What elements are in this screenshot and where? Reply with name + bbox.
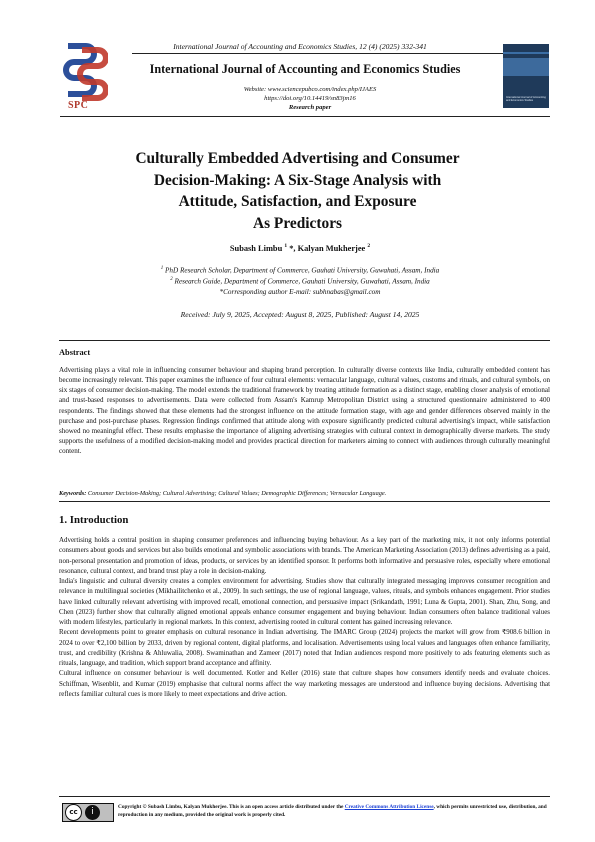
affiliation-1 bbox=[100, 266, 500, 274]
title-rule bbox=[59, 340, 550, 341]
publication-dates: Received: July 9, 2025, Accepted: August 8, 2025, Published: August 14, 2025 bbox=[180, 310, 420, 319]
section-heading-introduction: 1. Introduction bbox=[59, 514, 129, 526]
introduction-body bbox=[59, 535, 550, 699]
copyright-notice bbox=[118, 803, 550, 819]
journal-title: International Journal of Accounting and Economics Studies bbox=[149, 62, 461, 76]
affiliation-mark: 1 bbox=[160, 266, 164, 271]
license-link[interactable]: Creative Commons Attribution License bbox=[344, 804, 434, 810]
intro-paragraph: Advertising holds a central position in shaping consumer preferences and influencing buying behaviour. As a key part of the marketing mix, it not only informs potential consumers about goods and services but also builds emotional and symbolic associations with brands. The American Marketing Association (2013) defines advertising as a paid, non-personal presentation and promotion of ideas, products, or services by an identified sponsor. It performs both informative and persuasive roles, especially where emotional resonance, cultural context, and brand trust play a role in decision-making. bbox=[59, 536, 550, 575]
affiliation-text: Research Guide, Department of Commerce, Gauhati University, Guwahati, Assam, India bbox=[172, 277, 430, 286]
cover-stripe bbox=[503, 52, 549, 54]
attribution-icon: i bbox=[85, 805, 100, 820]
publisher-logo-text: SPC bbox=[68, 100, 89, 111]
paper-title-line: Culturally Embedded Advertising and Consumer bbox=[135, 150, 460, 167]
affiliation-mark: 2 bbox=[170, 277, 173, 282]
author-affiliation-mark: 1 bbox=[284, 243, 288, 249]
keywords-label: Keywords: bbox=[59, 490, 87, 497]
author-name: Subash Limbu bbox=[229, 243, 283, 253]
doi-link[interactable]: https://doi.org/10.14419/sn83jm16 bbox=[264, 95, 356, 102]
header-rule-bottom bbox=[60, 116, 550, 117]
author-list bbox=[150, 243, 450, 253]
affiliation-text: PhD Research Scholar, Department of Commerce, Gauhati University, Guwahati, Assam, India bbox=[163, 266, 440, 275]
abstract-body: Advertising plays a vital role in influencing consumer behaviour and shaping brand perception. In culturally diverse contexts like India, culturally embedded content has become increasingly relevant. This paper examines the influence of four cultural elements: vernacular language, cultural values, customs and rituals, and cultural symbols, on six stages of consumer decision-making. The model extends the traditional framework by treating attitude formation as a distinct stage, enabling closer analysis of emotional and trust-based responses to advertisements. Data were collected from Assam's Kamrup Metropolitan District using a structured questionnaire administered to 400 respondents. The findings showed that these elements had the strongest influence on the attitude formation stage, with age and gender differences observed mainly in the purchase and post-purchase phases. Regression findings confirmed that attitude along with exposure significantly predicted cultural advertising's impact, while satisfaction showed no meaningful effect. These results emphasise the importance of aligning advertising strategies with cultural context in demographically diverse markets. The study supports the usefulness of a modified decision-making model and provides practical direction for marketers aiming to connect with audiences through culturally meaningful content. bbox=[59, 366, 550, 456]
paper-title-line: As Predictors bbox=[252, 214, 343, 232]
copyright-text-end: , which permits unrestricted use, distribution, and reproduction in any medium, provided the original work is properly cited. bbox=[118, 804, 547, 818]
publisher-logo bbox=[60, 42, 108, 112]
cc-by-license-badge[interactable] bbox=[62, 803, 114, 822]
intro-paragraph: Recent developments point to greater emphasis on cultural resonance in Indian advertising. The IMARC Group (2024) projects the market will grow from ₹908.6 billion in 2024 to over ₹2,100 billion by 2033, driven by regional content, digital platforms, and localisation. Advertisements using local values and languages often enhance familiarity, trust, and credibility (Krishna & Ahluwalia, 2008). Swaminathan and Zameer (2017) noted that Indian audiences respond more positively to ads featuring elements such as rituals, language, and tradition, which support brand acceptance and affinity. bbox=[59, 628, 550, 667]
author-name: Kalyan Mukherjee bbox=[297, 243, 366, 253]
intro-paragraph: Cultural influence on consumer behaviour is well documented. Kotler and Keller (2016) state that culture shapes how consumers identify needs and evaluate choices. Schiffman, Wisenblit, and Kumar (2019) emphasise that cultural norms affect the way marketing messages are understood and influence buying decisions. Advertising that reflects familiar cultural cues is more likely to meet expectations and drive action. bbox=[59, 669, 550, 698]
paper-title-line: Attitude, Satisfaction, and Exposure bbox=[178, 193, 417, 210]
copyright-text: Copyright © Subash Limbu, Kalyan Mukherjee. This is an open access article distributed under the bbox=[118, 804, 345, 810]
keywords bbox=[59, 490, 550, 497]
cover-graphic bbox=[503, 58, 549, 76]
journal-website[interactable]: Website: www.sciencepubco.com/index.php/IJAES bbox=[243, 86, 377, 93]
corresponding-mark: *, bbox=[287, 243, 298, 253]
abstract-rule bbox=[59, 501, 550, 502]
abstract-heading: Abstract bbox=[59, 348, 91, 357]
paper-type: Research paper bbox=[288, 104, 332, 111]
keywords-text: Consumer Decision-Making; Cultural Advertising; Cultural Values; Demographic Differences; Vernacular Language. bbox=[86, 490, 387, 497]
intro-paragraph: India's linguistic and cultural diversity creates a complex environment for advertising. Studies show that culturally integrated messaging improves consumer recognition and relevance in multilingual societies (Mikhailitchenko et al., 2009). In such settings, the use of regional language, values, rituals, and symbols enhances engagement. Prior studies have linked culturally relevant advertising with improved recall, emotional connection, and persuasive impact (Srikandath, 1991; Luna & Gupta, 2001). Shan, Zhu, Song, and Chen (2023) further show that culturally aligned emotional appeals enhance consumer engagement and buying behaviour. Indian consumers often balance traditional values with modern lifestyles, particularly in regional markets. In this context, advertising rooted in cultural content has gained increasing relevance. bbox=[59, 577, 550, 626]
author-affiliation-mark: 2 bbox=[367, 243, 371, 249]
cover-text: International Journal of Accounting and Economics Studies bbox=[506, 95, 546, 102]
paper-title bbox=[90, 148, 505, 234]
header-rule-top bbox=[132, 53, 548, 54]
corresponding-author: *Corresponding author E-mail: subhnabas@gmail.com bbox=[219, 288, 381, 296]
affiliation-2 bbox=[100, 277, 500, 285]
paper-title-line: Decision-Making: A Six-Stage Analysis with bbox=[153, 171, 442, 189]
footer-rule bbox=[59, 796, 550, 797]
journal-citation: International Journal of Accounting and Economics Studies, 12 (4) (2025) 332-341 bbox=[173, 42, 427, 51]
creative-commons-icon: cc bbox=[65, 804, 82, 821]
journal-cover-image bbox=[503, 44, 549, 108]
